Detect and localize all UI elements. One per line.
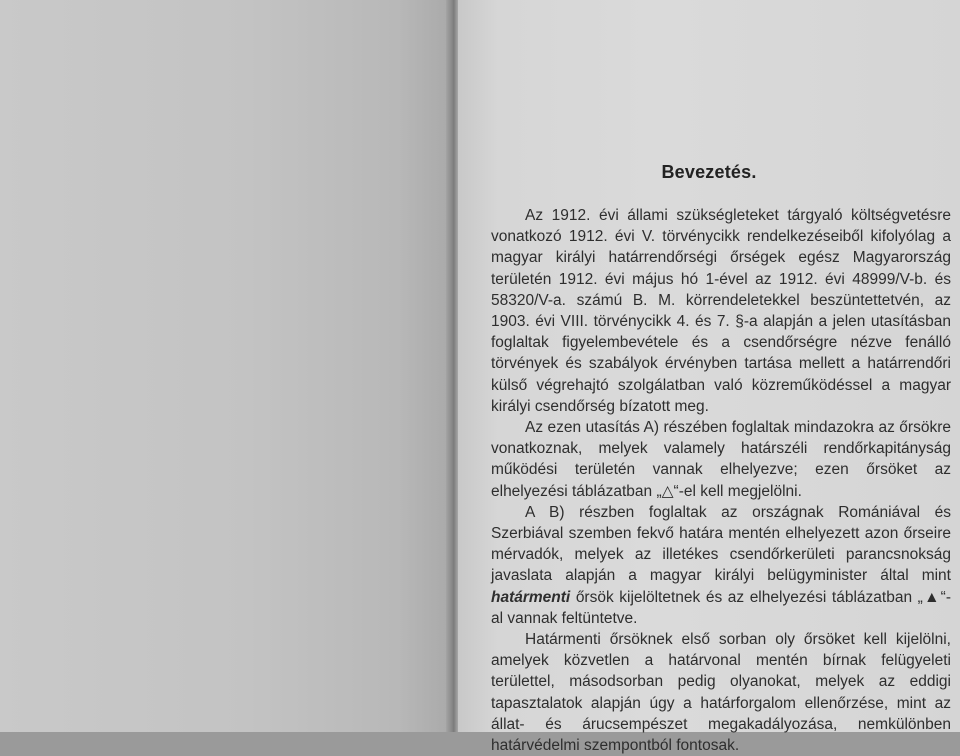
page-title: Bevezetés. bbox=[661, 162, 757, 182]
paragraph-3-start: A B) részben foglaltak az országnak Romániával és Szerbiával szemben fekvő határa mentén elhelyezett azon őrseire mérvadók, melyek az illetékes csendőrkerületi parancsnokság javaslata alapján a magyar királyi belügyminister által mint bbox=[491, 503, 951, 585]
left-page bbox=[0, 0, 452, 732]
body-text bbox=[491, 205, 951, 756]
paragraph-4: Határmenti őrsöknek első sorban oly őrsöket kell kijelölni, amelyek közvetlen a határvonal mentén bírnak felügyeleti területtel, másodsorban pedig olyanokat, melyek az eddigi tapasztalatok alapján úgy a határforgalom ellenőrzése, mint az állat- és árucsempészet megakadályozása, nemkülönben határvédelmi szempontból fontosak. bbox=[491, 631, 951, 755]
emphasis-hatarmenti: határmenti bbox=[491, 588, 571, 606]
paragraph-2: Az ezen utasítás A) részében foglaltak mindazokra az őrsökre vonatkoznak, melyek valamely határszéli rendőrkapitányság működési területén vannak elhelyezve; ezen őrsöket az elhelyezési táblázatban „△“-el kell megjelölni. bbox=[491, 419, 951, 500]
paragraph-3 bbox=[491, 502, 951, 629]
right-page bbox=[458, 0, 960, 755]
paragraph-1: Az 1912. évi állami szükségleteket tárgyaló költségvetésre vonatkozó 1912. évi V. törvénycikk rendelkezéseiből kifolyólag a magyar királyi határrendőrségi őrségek egész Magyarország területén 1912. évi május hó 1-ével az 1912. évi 48999/V-b. és 58320/V-a. számú B. M. körrendeletekkel beszüntettetvén, az 1903. évi VIII. törvénycikk 4. és 7. §-a alapján a jelen utasításban foglaltak figyelembevétele és a csendőrségre nézve fenálló törvények és szabályok érvényben tartása mellett a határrendőri külső végrehajtó szolgálatban való közreműködéssel a magyar királyi csendőrség bízatott meg. bbox=[491, 207, 951, 415]
paragraph-3-end: őrsök kijelöltetnek és az elhelyezési táblázatban „▲“-al vannak feltüntetve. bbox=[491, 588, 951, 627]
